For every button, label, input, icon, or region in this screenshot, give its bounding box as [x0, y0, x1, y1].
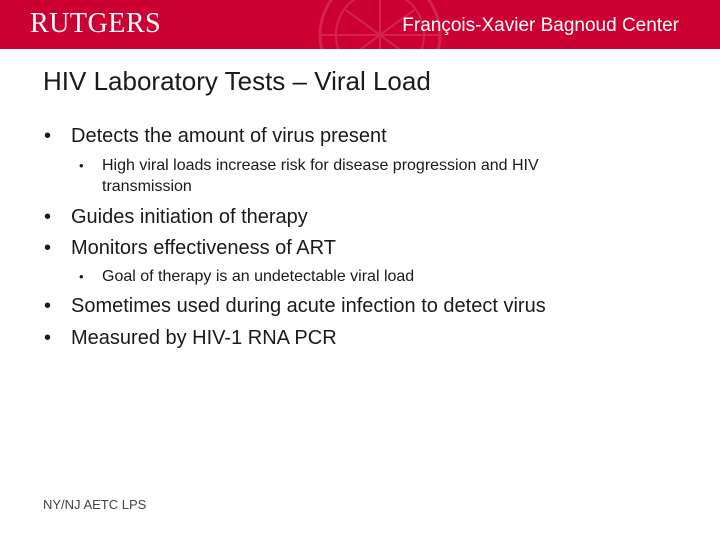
- bullet-marker: •: [44, 295, 52, 317]
- sub-bullet-goal-of-therapy: [79, 266, 619, 287]
- rutgers-logo: RUTGERS: [30, 8, 162, 39]
- bullet-guides-initiation: [44, 205, 684, 229]
- bullet-marker: •: [44, 327, 52, 349]
- bullet-text: Sometimes used during acute infection to detect virus: [71, 295, 546, 317]
- bullet-marker: •: [44, 237, 52, 259]
- bullet-monitors-art: [44, 236, 684, 260]
- footer-text: NY/NJ AETC LPS: [43, 497, 147, 512]
- bullet-text: Monitors effectiveness of ART: [71, 237, 336, 259]
- bullet-text: Guides initiation of therapy: [71, 206, 308, 228]
- slide-title: HIV Laboratory Tests – Viral Load: [43, 66, 431, 96]
- bullet-marker: •: [44, 206, 52, 228]
- sub-bullet-high-viral-loads: [79, 155, 619, 197]
- bullet-text: Measured by HIV-1 RNA PCR: [71, 327, 337, 349]
- bullet-marker: •: [79, 269, 84, 284]
- bullet-measured-by-pcr: [44, 326, 684, 350]
- bullet-marker: •: [44, 125, 52, 147]
- bullet-text: Detects the amount of virus present: [71, 125, 387, 147]
- bullet-text: High viral loads increase risk for disease progression and HIV transmission: [102, 157, 539, 195]
- bullet-marker: •: [79, 158, 84, 173]
- bullet-detects-virus: [44, 124, 684, 148]
- center-name: François-Xavier Bagnoud Center: [402, 15, 679, 36]
- bullet-acute-infection: [44, 294, 684, 318]
- bullet-text: Goal of therapy is an undetectable viral load: [102, 268, 415, 285]
- header-bar: [0, 0, 720, 49]
